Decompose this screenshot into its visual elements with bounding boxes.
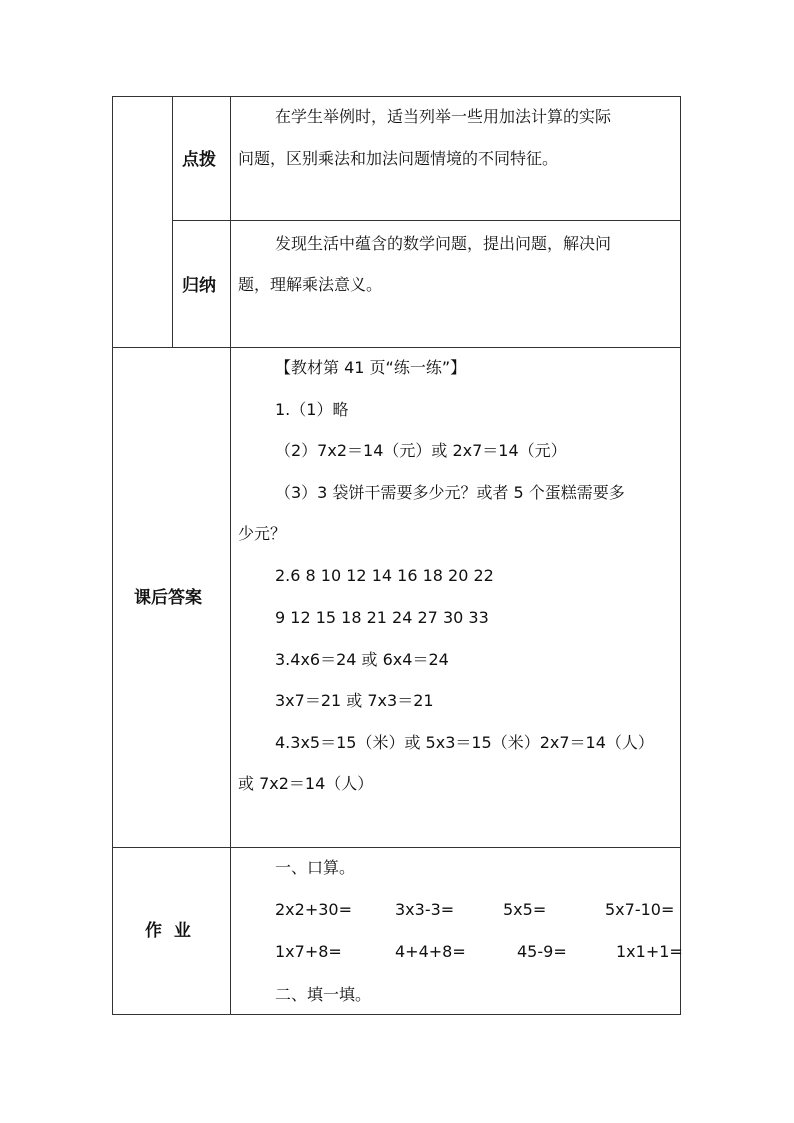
row-label-answers: 课后答案 <box>134 588 202 608</box>
answers-line-5: 少元？ <box>238 524 287 543</box>
row-label-homework: 作 业 <box>145 921 191 941</box>
table-border-bottom <box>112 1014 681 1015</box>
homework-item: 5x5= <box>503 900 547 919</box>
answers-line-8: 3.4x6＝24 或 6x4＝24 <box>275 650 449 669</box>
table-border-top <box>112 96 681 97</box>
row-label-dianbo: 点拨 <box>182 150 216 170</box>
dianbo-line-2: 问题，区别乘法和加法问题情境的不同特征。 <box>238 149 559 168</box>
homework-item: 3x3-3= <box>395 900 455 919</box>
homework-item: 1x1+1= <box>616 942 683 961</box>
answers-line-11: 或 7x2＝14（人） <box>238 774 374 793</box>
homework-item: 1x7+8= <box>275 942 342 961</box>
col-divider-content <box>230 96 231 1015</box>
answers-line-7: 9 12 15 18 21 24 27 30 33 <box>275 608 489 627</box>
homework-item: 4+4+8= <box>395 942 466 961</box>
homework-heading-2: 二、填一填。 <box>275 985 372 1004</box>
row-divider-guina-answers <box>112 347 681 348</box>
dianbo-line-1: 在学生举例时，适当列举一些用加法计算的实际 <box>275 107 612 126</box>
row-divider-answers-homework <box>112 847 681 848</box>
guina-line-1: 发现生活中蕴含的数学问题，提出问题，解决问 <box>275 234 612 253</box>
answers-line-10: 4.3x5＝15（米）或 5x3＝15（米）2x7＝14（人） <box>275 733 654 752</box>
table-border-right <box>680 96 681 1015</box>
col-divider-inner <box>172 96 173 348</box>
answers-line-6: 2.6 8 10 12 14 16 18 20 22 <box>275 566 494 585</box>
homework-item: 5x7-10= <box>605 900 675 919</box>
homework-heading-1: 一、口算。 <box>275 858 356 877</box>
answers-line-2: 1.（1）略 <box>275 400 349 419</box>
answers-line-9: 3x7＝21 或 7x3＝21 <box>275 691 434 710</box>
row-divider-dianbo-guina <box>172 220 681 221</box>
homework-item: 45-9= <box>517 942 567 961</box>
table-border-left <box>112 96 113 1015</box>
answers-line-4: （3）3 袋饼干需要多少元？或者 5 个蛋糕需要多 <box>275 483 625 502</box>
row-label-guina: 归纳 <box>182 276 216 296</box>
answers-line-1: 【教材第 41 页“练一练”】 <box>275 358 467 377</box>
guina-line-2: 题，理解乘法意义。 <box>238 275 383 294</box>
answers-line-3: （2）7x2＝14（元）或 2x7＝14（元） <box>275 441 567 460</box>
homework-item: 2x2+30= <box>275 900 352 919</box>
